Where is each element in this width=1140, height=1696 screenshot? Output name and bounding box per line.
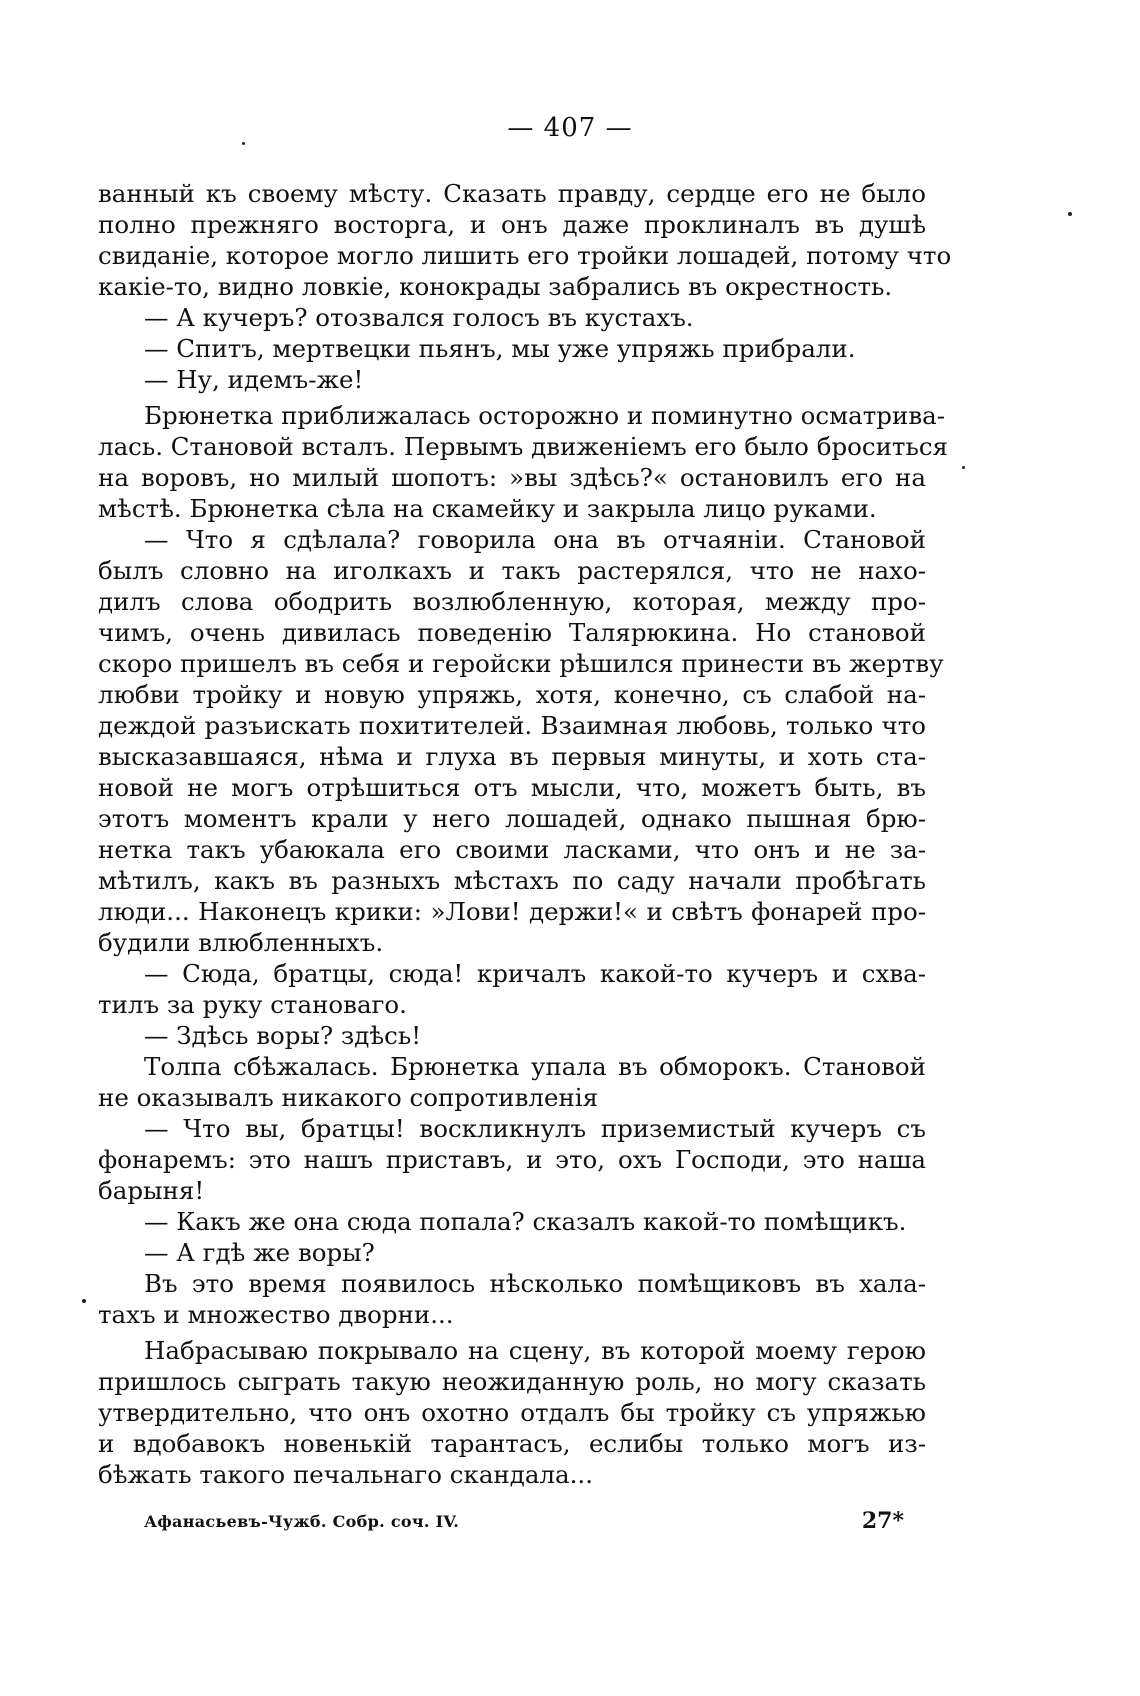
text-line: бѣжать такого печальнаго скандала... (98, 1460, 593, 1489)
dialogue-line: — Здѣсь воры? здѣсь! (144, 1021, 422, 1050)
dialogue-line: — Что вы, братцы! воскликнулъ приземистый кучеръ съ (144, 1114, 926, 1143)
dialogue-line: — Что я сдѣлала? говорила она въ отчаяніи. Становой (144, 525, 926, 554)
text-line: тахъ и множество дворни... (98, 1300, 454, 1329)
text-line: мѣтилъ, какъ въ разныхъ мѣстахъ по саду начали пробѣгать (98, 866, 926, 895)
text-line: дилъ слова ободрить возлюбленную, которая, между про- (98, 587, 926, 616)
text-line: пришлось сыграть такую неожиданную роль, но могу сказать (98, 1367, 926, 1396)
scan-speck (962, 466, 965, 469)
paragraph-start: Брюнетка приближалась осторожно и поминутно осматрива- (144, 401, 945, 430)
text-line: фонаремъ: это нашъ приставъ, и это, охъ Господи, это наша (98, 1145, 926, 1174)
dialogue-line: — Сюда, братцы, сюда! кричалъ какой-то кучеръ и схва- (144, 959, 926, 988)
scan-speck (1068, 212, 1072, 216)
text-line: не оказывалъ никакого сопротивленія (98, 1083, 599, 1112)
text-line: высказавшаяся, нѣма и глуха въ первыя минуты, и хоть ста- (98, 742, 926, 771)
footer-signature: Афанасьевъ-Чужб. Собр. соч. IV. (144, 1512, 460, 1531)
dialogue-line: — Спитъ, мертвецки пьянъ, мы уже упряжь прибрали. (144, 334, 856, 363)
body-text (98, 178, 952, 1490)
text-line: нетка такъ убаюкала его своими ласками, что онъ и не за- (98, 835, 926, 864)
text-line: барыня! (98, 1176, 205, 1205)
text-line: какіе-то, видно ловкіе, конокрады забрались въ окрестность. (98, 272, 893, 301)
dialogue-line: — Какъ же она сюда попала? сказалъ какой-то помѣщикъ. (144, 1207, 907, 1236)
text-line: и вдобавокъ новенькій тарантасъ, еслибы только могъ из- (98, 1429, 926, 1458)
text-line: тилъ за руку становаго. (98, 990, 407, 1019)
page-number: — 407 — (507, 113, 633, 143)
text-line: на воровъ, но милый шопотъ: »вы здѣсь?« остановилъ его на (98, 463, 926, 492)
dialogue-line: — Ну, идемъ-же! (144, 365, 364, 394)
text-line: люди... Наконецъ крики: »Лови! держи!« и свѣтъ фонарей про- (98, 897, 926, 926)
text-line: свиданіе, которое могло лишить его тройки лошадей, потому что (98, 241, 952, 270)
scan-speck (242, 142, 245, 145)
text-line: скоро пришелъ въ себя и геройски рѣшился принести въ жертву (98, 649, 944, 678)
text-line: былъ словно на иголкахъ и такъ растерялся, что не нахо- (98, 556, 926, 585)
paragraph-start: Въ это время появилось нѣсколько помѣщиковъ въ хала- (144, 1269, 926, 1298)
text-line: мѣстѣ. Брюнетка сѣла на скамейку и закрыла лицо руками. (98, 494, 877, 523)
text-line: ванный къ своему мѣсту. Сказать правду, сердце его не было (98, 179, 926, 208)
dialogue-line: — А гдѣ же воры? (144, 1238, 375, 1267)
page-footer (144, 1508, 904, 1542)
text-line: чимъ, очень дивилась поведенію Талярюкина. Но становой (98, 618, 926, 647)
text-line: новой не могъ отрѣшиться отъ мысли, что, можетъ быть, въ (98, 773, 926, 802)
text-line: полно прежняго восторга, и онъ даже проклиналъ въ душѣ (98, 210, 926, 239)
text-line: будили влюбленныхъ. (98, 928, 384, 957)
footer-sheet-mark: 27* (861, 1508, 904, 1534)
text-line: деждой разъискать похитителей. Взаимная любовь, только что (98, 711, 926, 740)
text-line: утвердительно, что онъ охотно отдалъ бы тройку съ упряжью (98, 1398, 926, 1427)
text-line: лась. Становой всталъ. Первымъ движеніемъ его было броситься (98, 432, 948, 461)
dialogue-line: — А кучеръ? отозвался голосъ въ кустахъ. (144, 303, 694, 332)
text-line: любви тройку и новую упряжь, хотя, конечно, съ слабой на- (98, 680, 926, 709)
paragraph-start: Толпа сбѣжалась. Брюнетка упала въ обморокъ. Становой (144, 1052, 926, 1081)
paragraph-start: Набрасываю покрывало на сцену, въ которой моему герою (144, 1336, 926, 1365)
text-line: этотъ моментъ крали у него лошадей, однако пышная брю- (98, 804, 926, 833)
scan-speck (82, 1299, 86, 1303)
